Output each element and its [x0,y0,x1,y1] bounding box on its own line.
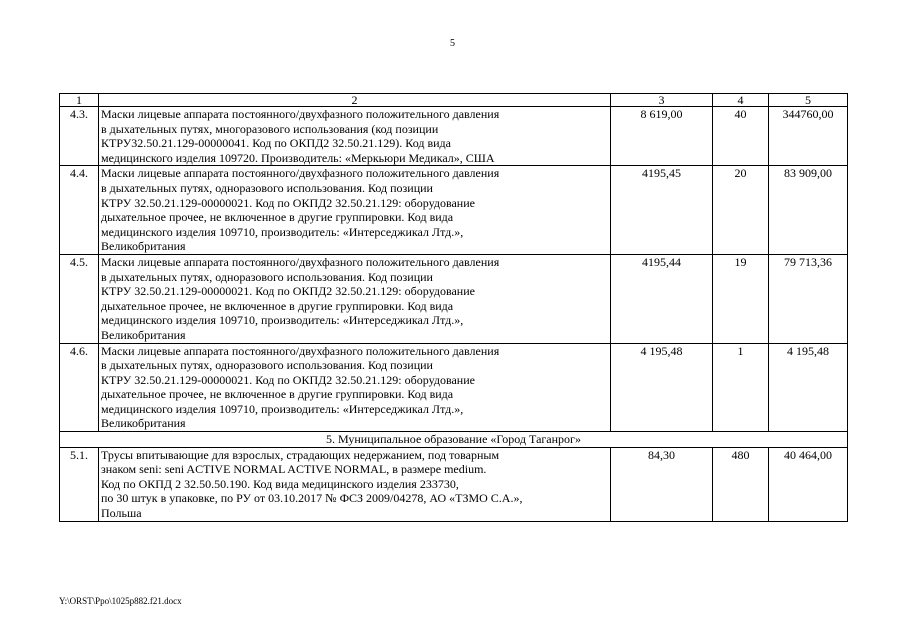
item-description [99,254,611,343]
section-row [60,432,848,448]
row-number: 4.6. [60,343,99,432]
row-number: 4.4. [60,166,99,255]
quantity: 19 [713,254,769,343]
description-line: в дыхательных путях, одноразового использования. Код позиции [101,180,433,195]
total-sum: 344760,00 [769,107,848,166]
table-header-row [60,94,848,107]
table-row [60,166,848,255]
description-line: знаком seni: seni ACTIVE NORMAL ACTIVE NORMAL, в размере medium. [101,462,487,477]
quantity: 480 [713,447,769,521]
description-line: медицинского изделия 109710, производитель: «Интерседжикал Лтд.», [101,313,464,328]
description-line: Код по ОКПД 2 32.50.50.190. Код вида медицинского изделия 233730, [101,476,459,491]
quantity: 40 [713,107,769,166]
row-number: 5.1. [60,447,99,521]
unit-price: 4195,45 [611,166,713,255]
section-title: 5. Муниципальное образование «Город Таганрог» [60,432,848,448]
description-line: дыхательное прочее, не включенное в другие группировки. Код вида [101,387,454,402]
description-line: в дыхательных путях, одноразового использования. Код позиции [101,358,433,373]
quantity: 20 [713,166,769,255]
description-line: Польша [101,506,142,521]
unit-price: 4 195,48 [611,343,713,432]
header-cell: 2 [99,94,611,107]
description-line: дыхательное прочее, не включенное в другие группировки. Код вида [101,210,454,225]
table-row [60,107,848,166]
page-number: 5 [450,38,455,49]
description-line: Великобритания [101,416,186,431]
total-sum: 40 464,00 [769,447,848,521]
description-line: КТРУ32.50.21.129-00000041. Код по ОКПД2 32.50.21.129). Код вида [101,136,451,151]
description-line: Великобритания [101,239,186,254]
description-line: Маски лицевые аппарата постоянного/двухфазного положительного давления [101,254,500,269]
description-line: Маски лицевые аппарата постоянного/двухфазного положительного давления [101,343,500,358]
description-line: в дыхательных путях, многоразового использования (код позиции [101,121,439,136]
items-table [59,93,848,522]
description-line: КТРУ 32.50.21.129-00000021. Код по ОКПД2 32.50.21.129: оборудование [101,195,475,210]
item-description [99,166,611,255]
total-sum: 4 195,48 [769,343,848,432]
unit-price: 84,30 [611,447,713,521]
item-description [99,343,611,432]
description-line: дыхательное прочее, не включенное в другие группировки. Код вида [101,298,454,313]
item-description [99,447,611,521]
description-line: КТРУ 32.50.21.129-00000021. Код по ОКПД2 32.50.21.129: оборудование [101,372,475,387]
unit-price: 8 619,00 [611,107,713,166]
description-line: Маски лицевые аппарата постоянного/двухфазного положительного давления [101,107,500,121]
description-line: медицинского изделия 109710, производитель: «Интерседжикал Лтд.», [101,401,464,416]
row-number: 4.5. [60,254,99,343]
description-line: медицинского изделия 109720. Производитель: «Меркьюри Медикал», США [101,150,495,165]
total-sum: 79 713,36 [769,254,848,343]
header-cell: 4 [713,94,769,107]
header-cell: 1 [60,94,99,107]
description-line: Маски лицевые аппарата постоянного/двухфазного положительного давления [101,166,500,181]
description-line: КТРУ 32.50.21.129-00000021. Код по ОКПД2 32.50.21.129: оборудование [101,284,475,299]
description-line: медицинского изделия 109710, производитель: «Интерседжикал Лтд.», [101,224,464,239]
description-line: в дыхательных путях, одноразового использования. Код позиции [101,269,433,284]
description-line: Великобритания [101,327,186,342]
description-line: по 30 штук в упаковке, по РУ от 03.10.2017 № ФСЗ 2009/04278, АО «ТЗМО С.А.», [101,491,523,506]
footer-file-path: Y:\ORST\Ppo\1025p882.f21.docx [59,596,182,606]
unit-price: 4195,44 [611,254,713,343]
table-row [60,254,848,343]
item-description [99,107,611,166]
header-cell: 5 [769,94,848,107]
table-row [60,447,848,521]
row-number: 4.3. [60,107,99,166]
table-row [60,343,848,432]
total-sum: 83 909,00 [769,166,848,255]
quantity: 1 [713,343,769,432]
header-cell: 3 [611,94,713,107]
description-line: Трусы впитывающие для взрослых, страдающих недержанием, под товарным [101,447,500,462]
